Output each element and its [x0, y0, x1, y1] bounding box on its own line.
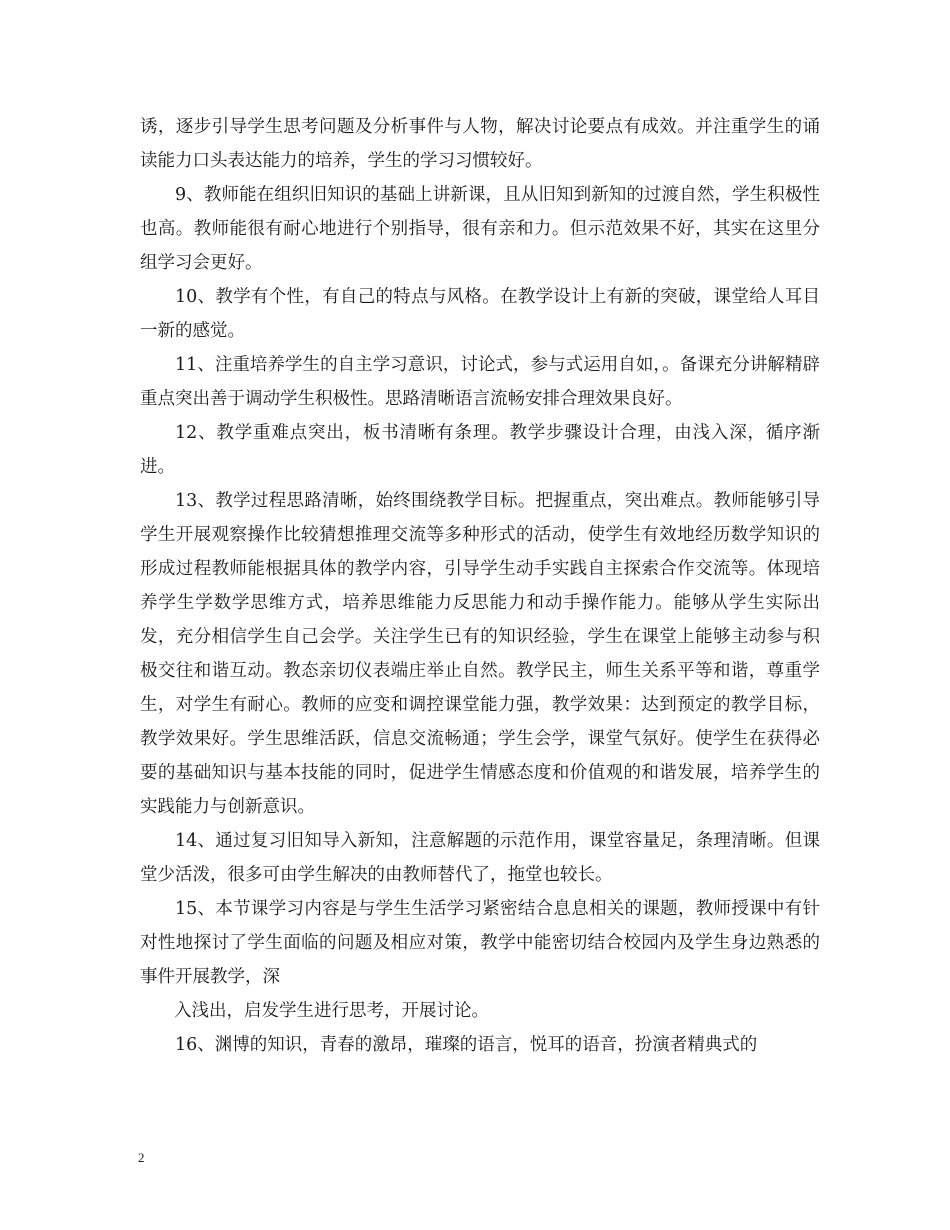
page-number: 2	[138, 1150, 145, 1165]
paragraph-item-15: 15、本节课学习内容是与学生生活学习紧密结合息息相关的课题，教师授课中有针对性地探讨了学生面临的问题及相应对策，教学中能密切结合校园内及学生身边熟悉的事件开展教学，深	[140, 899, 820, 987]
paragraph-item-15-continued: 入浅出，启发学生进行思考，开展讨论。	[174, 1001, 489, 1021]
paragraph-item-14: 14、通过复习旧知导入新知，注意解题的示范作用，课堂容量足，条理清晰。但课堂少活泼，很多可由学生解决的由教师替代了，拖堂也较长。	[140, 831, 820, 885]
paragraph-item-11: 11、注重培养学生的自主学习意识，讨论式，参与式运用自如，。备课充分讲解精辟重点突出善于调动学生积极性。思路清晰语言流畅安排合理效果良好。	[140, 355, 820, 409]
document-body	[140, 110, 820, 1062]
paragraph-item-12: 12、教学重难点突出，板书清晰有条理。教学步骤设计合理，由浅入深，循序渐进。	[140, 423, 820, 477]
paragraph-continuation: 诱，逐步引导学生思考问题及分析事件与人物，解决讨论要点有成效。并注重学生的诵读能力口头表达能力的培养，学生的学习习惯较好。	[140, 117, 820, 171]
paragraph-item-10: 10、教学有个性，有自己的特点与风格。在教学设计上有新的突破，课堂给人耳目一新的感觉。	[140, 287, 820, 341]
paragraph-item-16: 16、渊博的知识，青春的激昂，璀璨的语言，悦耳的语音，扮演者精典式的	[175, 1035, 758, 1055]
paragraph-item-9: 9、教师能在组织旧知识的基础上讲新课，且从旧知到新知的过渡自然，学生积极性也高。教师能很有耐心地进行个别指导，很有亲和力。但示范效果不好，其实在这里分组学习会更好。	[140, 185, 820, 273]
paragraph-item-13: 13、教学过程思路清晰，始终围绕教学目标。把握重点，突出难点。教师能够引导学生开展观察操作比较猜想推理交流等多种形式的活动，使学生有效地经历数学知识的形成过程教师能根据具体的教学内容，引导学生动手实践自主探索合作交流等。体现培养学生学数学思维方式，培养思维能力反思能力和动手操作能力。能够从学生实际出发，充分相信学生自己会学。关注学生已有的知识经验，学生在课堂上能够主动参与积极交往和谐互动。教态亲切仪表端庄举止自然。教学民主，师生关系平等和谐，尊重学生，对学生有耐心。教师的应变和调控课堂能力强，教学效果：达到预定的教学目标，教学效果好。学生思维活跃，信息交流畅通；学生会学，课堂气氛好。使学生在获得必要的基础知识与基本技能的同时，促进学生情感态度和价值观的和谐发展，培养学生的实践能力与创新意识。	[140, 491, 820, 817]
